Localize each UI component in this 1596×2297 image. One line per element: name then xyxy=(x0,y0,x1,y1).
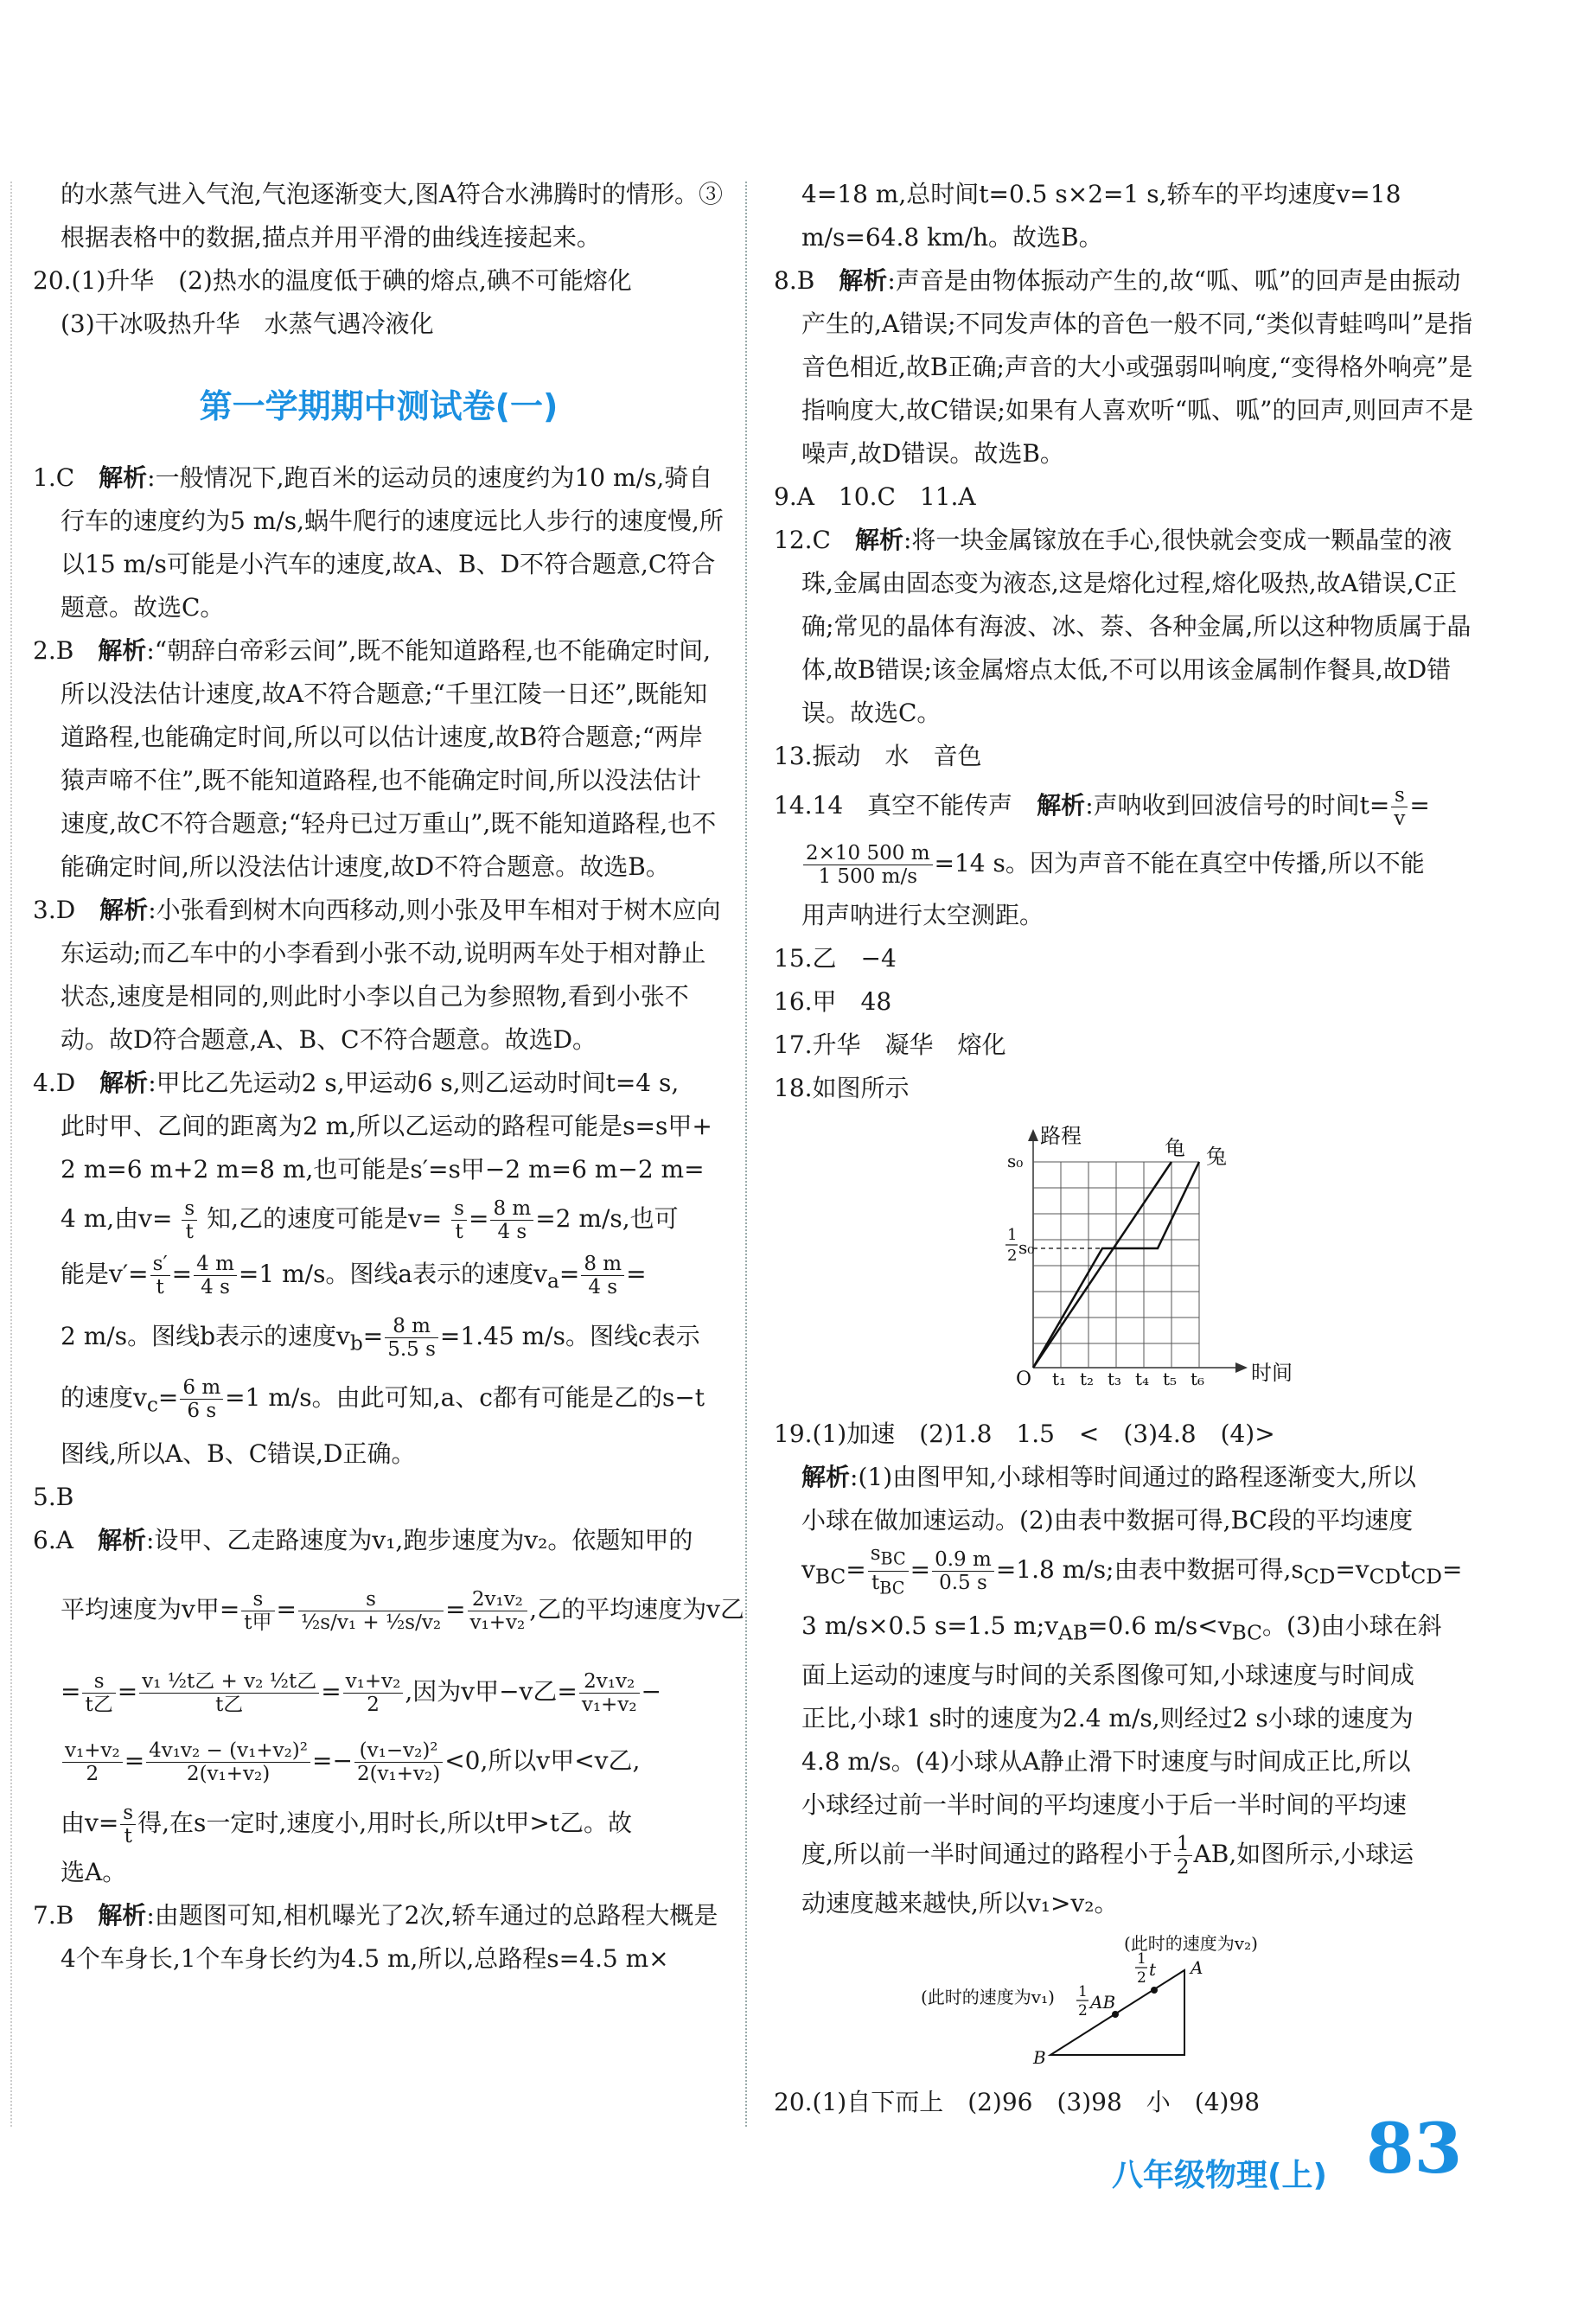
question-20-line2: (3)干冰吸热升华 水蒸气遇冷液化 xyxy=(61,309,434,338)
question-6: 6.A 解析:设甲、乙走路速度为v₁,跑步速度为v₂。依题知甲的 平均速度为v甲= $\frac{s}{\text{t甲}}$ = $\frac{s}{\text{½s/v₁ + ½s/v₂}}$ = $\frac{\text{2v₁v₂}}{\text{v₁+v₂}}$ ,乙的平均速度为v乙 = $\frac{s}{\text{t乙}}$ = $\frac{\text{v₁ ½t乙 + v₂ ½t乙}}{\text{t乙}}$ = $\frac{\text{v₁+v₂}}{2}$ ,因为v甲−v乙= $\frac{\text{2v₁v₂}}{\text{v₁+v₂}}$ − $\frac{\text{v₁+v₂}}{2}$ = $\frac{\text{4v₁v₂ − (v₁+v₂)²}}{\text{2(v₁+v₂)}}$ =− $\frac{\text{(v₁−v₂)²}}{\text{2(v₁+v₂)}}$ <0,所以v甲<v乙, 由v= $\frac{s}{t}$ 得,在s一定时,速度小,用时长,所以t甲>t乙。故 选A。 xyxy=(33,1525,744,1886)
question-2: 2.B 解析:“朝辞白帝彩云间”,既不能知道路程,也不能确定时间,所以没法估计速度,故A不符合题意;“千里江陵一日还”,既能知道路程,也能确定时间,所以可以估计速度,故B符合题意;“两岸猿声啼不住”,既不能知道路程,也不能确定时间,所以没法估计速度,故C不符合题意;“轻舟已过万重山”,既不能知道路程,也不能确定时间,所以没法估计速度,故D不符合题意。故选B。 xyxy=(33,636,717,881)
svg-text:s₀: s₀ xyxy=(1018,1237,1035,1258)
svg-text:t: t xyxy=(1149,1959,1157,1981)
column-divider xyxy=(745,182,747,2127)
section-title: 第一学期期中测试卷(一) xyxy=(199,387,559,425)
graph-incline xyxy=(774,1925,1474,2081)
question-16: 16.甲 48 xyxy=(774,987,892,1016)
svg-text:t₂: t₂ xyxy=(1080,1369,1095,1389)
graph2-point-b: B xyxy=(1033,2047,1046,2069)
svg-text:t₁: t₁ xyxy=(1052,1369,1067,1389)
right-column xyxy=(774,173,1474,2124)
svg-text:t₃: t₃ xyxy=(1108,1369,1122,1389)
question-3: 3.D 解析:小张看到树木向西移动,则小张及甲车相对于树木应向东运动;而乙车中的小李看到小张不动,说明两车处于相对静止状态,速度是相同的,则此时小李以自己为参照物,看到小张不动。故D符合题意,A、B、C不符合题意。故选D。 xyxy=(33,896,721,1054)
page-number: 83 xyxy=(1366,2108,1463,2189)
graph1-origin: O xyxy=(1016,1369,1032,1390)
question-7-continued: 4=18 m,总时间t=0.5 s×2=1 s,轿车的平均速度v=18 m/s=64.8 km/h。故选B。 xyxy=(801,180,1401,252)
question-9-11: 9.A 10.C 11.A xyxy=(774,482,976,511)
question-18: 18.如图所示 xyxy=(774,1074,910,1102)
question-19-analysis: 解析:(1)由图甲知,小球相等时间通过的路程逐渐变大,所以 小球在做加速运动。(2)由表中数据可得,BC段的平均速度 $v_{BC}=$ $\frac{s_{BC}}{t_{BC}}$ = $\frac{0.9 m}{0.5 s}$ =1.8 m/s;由表中数据可得$,s_{CD}=v_{CD}t_{CD}=$ 3 m/s×0.5 s=1.5 $m;v_{AB}=0.6$ $m/s<v_{BC}$。(3)由小球在斜 面上运动的速度与时间的关系图像可知,小球速度与时间成 正比,小球1 s时的速度为2.4 m/s,则经过2 s小球的速度为 4.8 m/s。(4)小球从A静止滑下时速度与时间成正比,所以 小球经过前一半时间的平均速度小于后一半时间的平均速 度,所以前一半时间通过的路程小于 $\frac{1}{2}$ AB,如图所示,小球运 动速度越来越快,所以v₁>v₂。 xyxy=(801,1463,1463,1918)
svg-text:1: 1 xyxy=(1137,1950,1146,1968)
graph1-turtle-label: 龟 xyxy=(1165,1136,1185,1160)
graph1-y-label: 路程 xyxy=(1040,1124,1082,1148)
question-8: 8.B 解析:声音是由物体振动产生的,故“呱、呱”的回声是由振动产生的,A错误;不同发声体的音色一般不同,“类似青蛙鸣叫”是指音色相近,故B正确;声音的大小或强弱叫响度,“变得格外响亮”是指响度大,故C错误;如果有人喜欢听“呱、呱”的回声,则回声不是噪声,故D错误。故选B。 xyxy=(774,266,1474,468)
svg-text:AB: AB xyxy=(1090,1992,1116,2013)
question-17: 17.升华 凝华 熔化 xyxy=(774,1030,1006,1059)
question-7: 7.B 解析:由题图可知,相机曝光了2次,轿车通过的总路程大概是4个车身长,1个车身长约为4.5 m,所以,总路程s=4.5 m× xyxy=(33,1900,718,1973)
graph1-s0: s₀ xyxy=(1007,1151,1024,1171)
question-12: 12.C 解析:将一块金属镓放在手心,很快就会变成一颗晶莹的液珠,金属由固态变为液态,这是熔化过程,熔化吸热,故A错误,C正确;常见的晶体有海波、冰、萘、各种金属,所以这种物质属于晶体,故B错误;该金属熔点太低,不可以用该金属制作餐具,故D错误。故选C。 xyxy=(774,526,1472,727)
svg-text:2: 2 xyxy=(1007,1247,1018,1265)
svg-text:1: 1 xyxy=(1078,1983,1088,2001)
graph2-point-a: A xyxy=(1191,1957,1203,1979)
footer-subject: 八年级物理(上) xyxy=(1112,2158,1327,2193)
question-15: 15.乙 −4 xyxy=(774,944,897,973)
question-14: 14.14 真空不能传声 解析:声呐收到回波信号的时间t= $\frac{s}{v}$ = $\frac{2\times 10 500 m}{1 500 m/s}$ =14 s。因为声音不能在真空中传播,所以不能 用声呐进行太空测距。 xyxy=(774,784,1430,929)
svg-text:t₅: t₅ xyxy=(1163,1369,1178,1389)
svg-text:t₆: t₆ xyxy=(1191,1369,1205,1389)
question-5: 5.B xyxy=(33,1482,74,1511)
graph1-x-label: 时间 xyxy=(1251,1361,1293,1385)
graph2-label-v2: (此时的速度为v₂) xyxy=(1124,1933,1258,1955)
continuation-text: 的水蒸气进入气泡,气泡逐渐变大,图A符合水沸腾时的情形。③根据表格中的数据,描点并用平滑的曲线连接起来。 xyxy=(61,180,724,252)
graph2-label-v1: (此时的速度为v₁) xyxy=(921,1987,1055,2008)
question-19-answers: 19.(1)加速 (2)1.8 1.5 < (3)4.8 (4)> xyxy=(774,1420,1275,1448)
svg-text:2: 2 xyxy=(1137,1969,1146,1988)
question-20: 20.(1)自下而上 (2)96 (3)98 小 (4)98 xyxy=(774,2088,1261,2117)
graph1-rabbit-label: 兔 xyxy=(1206,1145,1227,1169)
graph-tortoise-hare xyxy=(774,1110,1474,1413)
question-1: 1.C 解析:一般情况下,跑百米的运动员的速度约为10 m/s,骑自行车的速度约为5 m/s,蜗牛爬行的速度远比人步行的速度慢,所以15 m/s可能是小汽车的速度,故A、B、D不符合题意,C符合题意。故选C。 xyxy=(33,463,724,622)
question-4: 4.D 解析:甲比乙先运动2 s,甲运动6 s,则乙运动时间t=4 s, 此时甲、乙间的距离为2 m,所以乙运动的路程可能是s=s甲+ 2 m=6 m+2 m=8 m,也可能是s′=s甲−2 m=6 m−2 m= 4 m,由v= $\frac{s}{t}$ 知,乙的速度可能是v= $\frac{s}{t}$ = $\frac{8 m}{4 s}$ =2 m/s,也可 能是v′= $\frac{s'}{t}$ = $\frac{4 m}{4 s}$ =1 m/s。图线a表示的速度$v_a=$ $\frac{8 m}{4 s}$ = 2 m/s。图线b表示的速度$v_b=$ $\frac{8 m}{5.5 s}$ =1.45 m/s。图线c表示 的速度$v_c=$ $\frac{6 m}{6 s}$ =1 m/s。由此可知,a、c都有可能是乙的s−t 图线,所以A、B、C错误,D正确。 xyxy=(33,1069,712,1468)
svg-text:t₄: t₄ xyxy=(1135,1369,1150,1389)
svg-text:1: 1 xyxy=(1007,1226,1018,1244)
svg-text:2: 2 xyxy=(1078,2002,1088,2020)
question-13: 13.振动 水 音色 xyxy=(774,742,982,770)
question-20-line1: 20.(1)升华 (2)热水的温度低于碘的熔点,碘不可能熔化 xyxy=(33,266,632,295)
left-edge-dots xyxy=(10,182,12,2127)
left-column xyxy=(33,173,744,1981)
